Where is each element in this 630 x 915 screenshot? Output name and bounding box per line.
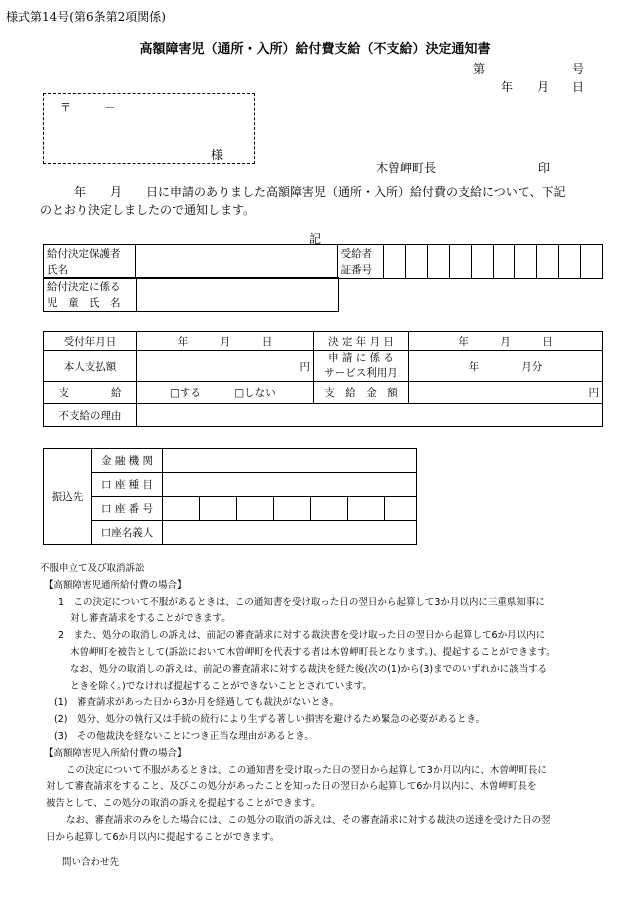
acct-digit xyxy=(348,497,385,521)
notes-line: ときを除く。)でなければ提起することができないこととされています。 xyxy=(70,680,373,692)
acct-digit xyxy=(311,497,348,521)
addressee-sama: 様 xyxy=(211,148,224,162)
notes-section-2: 【高額障害児入所給付費の場合】 xyxy=(44,747,187,759)
check-no[interactable]: □しない xyxy=(234,387,276,399)
notes-line: この決定について不服があるときは、この通知書を受け取った日の翌日から起算して3か月以内に、木曽岬町長に xyxy=(66,764,547,776)
cert-digit xyxy=(559,245,581,279)
cert-digit xyxy=(537,245,559,279)
received-date-label: 受付年月日 xyxy=(44,332,137,351)
notes-section-1: 【高額障害児通所給付費の場合】 xyxy=(44,579,187,591)
date-day: 日 xyxy=(572,80,585,94)
bank-label: 金 融 機 関 xyxy=(92,449,163,473)
guardian-name-cell xyxy=(136,245,337,279)
self-pay-label: 本人支払額 xyxy=(44,351,137,382)
intro-text xyxy=(40,183,600,219)
service-month-label: 申 請 に 係 る サービス利用月 xyxy=(314,351,409,382)
notes-line: (2) 処分、処分の執行又は手続の続行により生ずる著しい損害を避けるため緊急の必要があるとき。 xyxy=(54,714,486,726)
acct-digit xyxy=(385,497,417,521)
service-month-value: 年 月分 xyxy=(409,351,603,382)
cert-digit xyxy=(493,245,515,279)
appeal-notes xyxy=(40,561,610,871)
notes-line: 1 この決定について不服があるときは、この通知書を受け取った日の翌日から起算して3か月以内に三重県知事に xyxy=(58,596,545,608)
notes-line: なお、審査請求のみをした場合には、この処分の取消の訴えは、その審査請求に対する裁決の送達を受けた日の翌 xyxy=(66,814,551,826)
cert-digit xyxy=(515,245,537,279)
reason-label: 不支給の理由 xyxy=(44,404,137,427)
acct-no-label: 口 座 番 号 xyxy=(92,497,163,521)
notes-line: 日から起算して6か月以内に提起することができます。 xyxy=(46,831,280,843)
cert-digit xyxy=(449,245,471,279)
received-date-value: 年 月 日 xyxy=(137,332,314,351)
self-pay-yen: 円 xyxy=(137,351,314,382)
decision-table xyxy=(43,331,603,427)
reason-cell xyxy=(137,404,603,427)
notes-line: 木曽岬町を被告として(訴訟において木曽岬町を代表する者は木曽岬町長となります。)、提起することができます。 xyxy=(70,646,556,658)
ki-heading: 記 xyxy=(308,232,321,246)
notes-line: なお、処分の取消しの訴えは、前記の審査請求に対する裁決を経た後(次の(1)から(3)までのいずれかに該当する xyxy=(70,663,548,675)
contact-label: 問い合わせ先 xyxy=(62,856,120,868)
decision-date-value: 年 月 日 xyxy=(409,332,603,351)
payment-options xyxy=(137,382,314,404)
child-name-cell xyxy=(137,278,339,312)
amount-yen: 円 xyxy=(409,382,603,404)
zip-dash: － xyxy=(104,101,115,114)
child-label: 給付決定に係る 児 童 氏 名 xyxy=(44,278,137,312)
amount-label: 支 給 金 額 xyxy=(314,382,409,404)
acct-type-label: 口 座 種 目 xyxy=(92,473,163,497)
intro-line-1: 年 月 日に申請のありました高額障害児（通所・入所）給付費の支給について、下記 xyxy=(74,185,566,199)
bank-cell xyxy=(163,449,417,473)
transfer-label: 振込先 xyxy=(44,449,92,545)
recipient-table xyxy=(43,244,603,279)
doc-no-dai: 第 xyxy=(473,62,486,76)
check-yes[interactable]: □する xyxy=(170,387,201,399)
cert-digit xyxy=(428,245,450,279)
notes-line: (3) その他裁決を経ないことにつき正当な理由があるとき。 xyxy=(54,730,314,742)
decision-date-label: 決 定 年 月 日 xyxy=(314,332,409,351)
acct-name-cell xyxy=(163,521,417,545)
transfer-table xyxy=(43,448,417,545)
acct-type-cell xyxy=(163,473,417,497)
acct-digit xyxy=(274,497,311,521)
notes-heading: 不服申立て及び取消訴訟 xyxy=(40,563,145,574)
cert-label: 受給者 証番号 xyxy=(337,245,384,279)
child-table xyxy=(43,277,339,312)
acct-name-label: 口座名義人 xyxy=(92,521,163,545)
date-year: 年 xyxy=(501,80,514,94)
cert-digit xyxy=(471,245,493,279)
notes-line: 対し審査請求をすることができます。 xyxy=(70,613,231,625)
notes-line: 対して審査請求をすること、及びこの処分があったことを知った日の翌日から起算して6か月以内に、木曽岬町長を xyxy=(46,781,537,793)
issuer-seal: 印 xyxy=(538,161,551,175)
acct-digit xyxy=(163,497,200,521)
date-month: 月 xyxy=(537,80,550,94)
payment-label: 支 給 xyxy=(44,382,137,404)
cert-digit xyxy=(581,245,603,279)
address-box xyxy=(43,93,255,164)
issuer-mayor: 木曽岬町長 xyxy=(376,161,437,175)
cert-digit xyxy=(384,245,406,279)
acct-digit xyxy=(237,497,274,521)
acct-digit xyxy=(200,497,237,521)
page-title: 高額障害児（通所・入所）給付費支給（不支給）決定通知書 xyxy=(139,42,491,57)
cert-digit xyxy=(406,245,428,279)
zip-mark: 〒 xyxy=(60,101,71,114)
notes-line: 被告として、この処分の取消の訴えを提起することができます。 xyxy=(46,798,321,810)
notes-line: 2 また、処分の取消しの訴えは、前記の審査請求に対する裁決書を受け取った日の翌日から起算して6か月以内に xyxy=(58,630,546,642)
intro-line-2: のとおり決定しましたので通知します。 xyxy=(40,203,256,217)
guardian-label: 給付決定保護者 氏名 xyxy=(44,245,136,279)
doc-no-go: 号 xyxy=(572,62,585,76)
notes-line: (1) 審査請求があった日から3か月を経過しても裁決がないとき。 xyxy=(54,697,340,709)
form-number: 様式第14号(第6条第2項関係) xyxy=(6,10,166,24)
